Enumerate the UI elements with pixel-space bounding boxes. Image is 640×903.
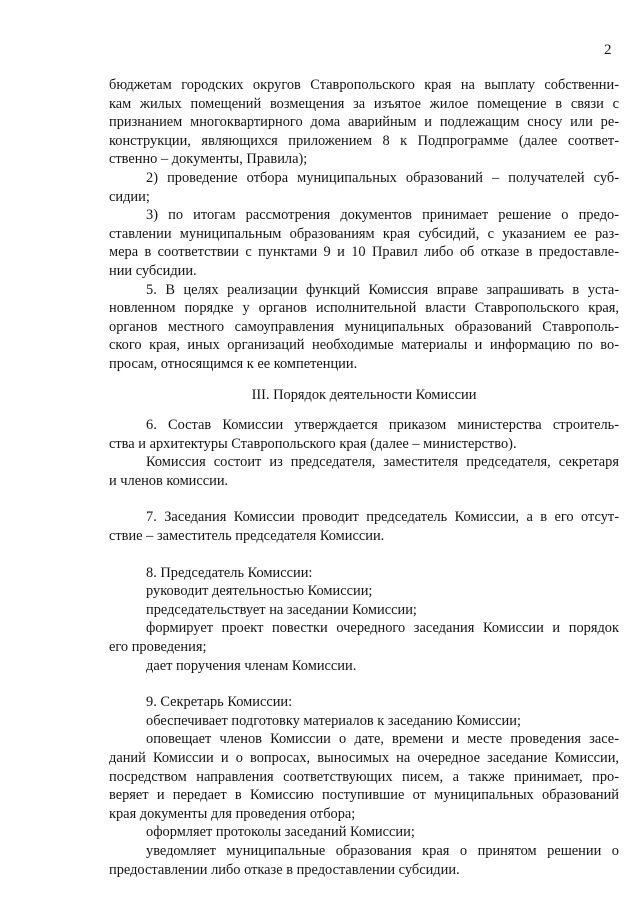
text-line: посредством направления соответствующих писем, а также принимает, про- (109, 768, 619, 785)
paragraph-spacer (109, 675, 619, 693)
text-line: 5. В целях реализации функций Комиссия вправе запрашивать в уста- (146, 281, 619, 298)
text-line: председательствует на заседании Комиссии; (146, 601, 417, 618)
paragraph-p-7 (109, 508, 619, 545)
text-line: 8. Председатель Комиссии: (146, 564, 313, 581)
text-line: ствие – заместитель председателя Комиссии. (109, 528, 385, 545)
document-body (109, 76, 619, 879)
text-line: обеспечивает подготовку материалов к заседанию Комиссии; (146, 712, 521, 729)
text-line: новленном порядке у органов исполнительной власти Ставропольского края, (109, 300, 619, 317)
text-line: его проведения; (109, 639, 207, 656)
page-number: 2 (604, 42, 612, 58)
text-line: сидии; (109, 188, 150, 205)
text-line: 3) по итогам рассмотрения документов принимает решение о предо- (146, 207, 619, 224)
text-line: даний Комиссии и о вопросах, выносимых на очередное заседание Комиссии, (109, 750, 619, 766)
text-line: просам, относящимся к ее компетенции. (109, 355, 358, 372)
paragraph-spacer (109, 490, 619, 508)
text-line: кам жилых помещений возмещения за изъятое жилое помещение в связи с (109, 95, 619, 112)
paragraph-p-item-3 (109, 206, 619, 280)
text-line: веряет и передает в Комиссию поступившие от муниципальных образований (109, 787, 619, 804)
paragraph-spacer (109, 374, 619, 386)
text-line: органов местного самоуправления муниципальных образований Ставрополь- (109, 318, 619, 335)
text-line: оповещает членов Комиссии о дате, времени и месте проведения засе- (146, 731, 619, 748)
paragraph-p-6 (109, 416, 619, 490)
text-line: 2) проведение отбора муниципальных образований – получателей суб- (146, 169, 619, 186)
text-line: ского края, иных организаций необходимые материалы и информацию по во- (109, 337, 619, 354)
text-line: ства и архитектуры Ставропольского края (далее – министерство). (109, 435, 517, 452)
text-line: 6. Состав Комиссии утверждается приказом министерства строитель- (146, 417, 619, 434)
section-3-heading: III. Порядок деятельности Комиссии (251, 386, 477, 403)
text-line: 9. Секретарь Комиссии: (146, 694, 293, 711)
text-line: Комиссия состоит из председателя, заместителя председателя, секретаря (146, 454, 619, 471)
text-line: 7. Заседания Комиссии проводит председатель Комиссии, а в его отсут- (146, 509, 619, 526)
text-line: руководит деятельностью Комиссии; (146, 583, 373, 600)
paragraph-spacer (109, 404, 619, 416)
text-line: мера в соответствии с пунктами 9 и 10 Правил либо об отказе в предоставле- (109, 244, 619, 261)
paragraph-p-item-2 (109, 169, 619, 206)
paragraph-p-9 (109, 693, 619, 879)
text-line: признанием многоквартирного дома аварийным и подлежащим сносу или ре- (109, 114, 619, 131)
paragraph-p-5 (109, 281, 619, 374)
text-line: дает поручения членам Комиссии. (146, 657, 357, 674)
paragraph-spacer (109, 546, 619, 564)
paragraph-p-8 (109, 564, 619, 676)
text-line: конструкции, являющихся приложением 8 к Подпрограмме (далее соответ- (109, 132, 619, 149)
text-line: бюджетам городских округов Ставропольского края на выплату собственни- (109, 77, 619, 93)
text-line: края документы для проведения отбора; (109, 805, 356, 822)
text-line: ственно – документы, Правила); (109, 151, 308, 168)
text-line: ставлении муниципальным образованиям края субсидий, с указанием ее раз- (109, 225, 619, 242)
text-line: предоставлении либо отказе в предоставлении субсидии. (109, 861, 460, 878)
text-line: уведомляет муниципальные образования края о принятом решении о (146, 842, 619, 859)
paragraph-p-budget-continuation (109, 76, 619, 169)
text-line: оформляет протоколы заседаний Комиссии; (146, 824, 415, 841)
text-line: формирует проект повестки очередного заседания Комиссии и порядок (146, 620, 619, 637)
text-line: и членов комиссии. (109, 472, 229, 489)
text-line: нии субсидии. (109, 262, 197, 279)
